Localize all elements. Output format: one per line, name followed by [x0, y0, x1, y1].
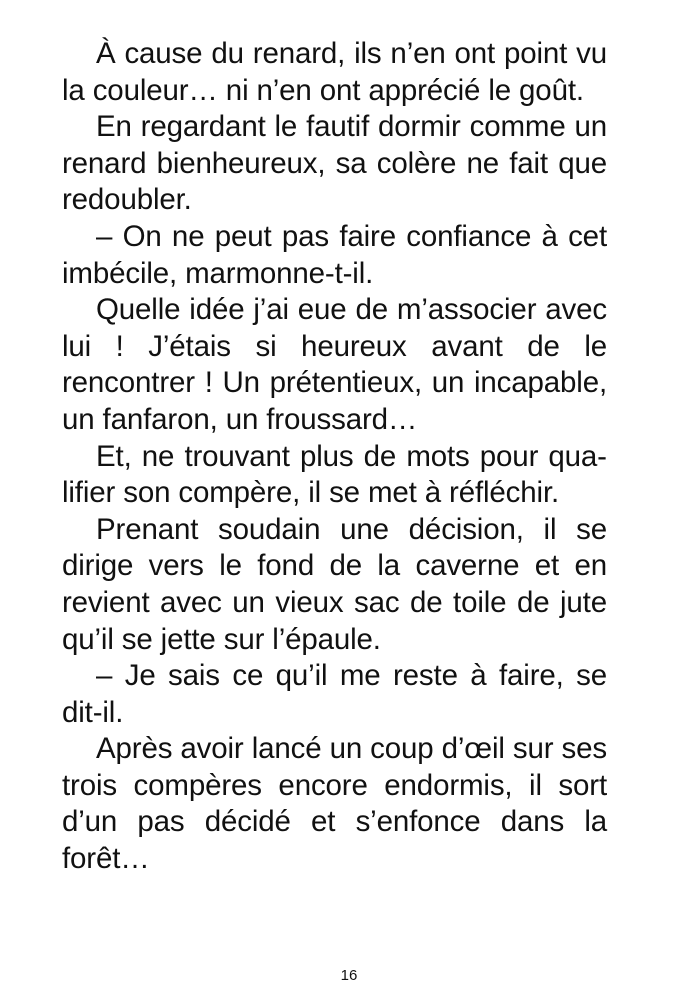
paragraph-8: Après avoir lancé un coup d’œil sur ses trois compères encore endormis, il sort d’un pas décidé et s’enfonce dans la forêt… [62, 732, 607, 876]
paragraph-4: Quelle idée j’ai eue de m’associer avec lui ! J’étais si heureux avant de le rencontrer ! Un prétentieux, un incapable, un fanfaron, un froussard… [62, 293, 607, 436]
paragraph-6: Prenant soudain une décision, il se dirige vers le fond de la caverne et en revient avec un vieux sac de toile de jute qu’il se jette sur l’épaule. [62, 512, 607, 656]
page-body [62, 36, 607, 878]
paragraph-3-dialogue: – On ne peut pas faire confiance à cet imbécile, marmonne-t-il. [62, 219, 607, 290]
page-number: 16 [340, 967, 358, 984]
paragraph-5: Et, ne trouvant plus de mots pour qualifier son compère, il se met à réfléchir. [62, 439, 607, 510]
paragraph-7-dialogue: – Je sais ce qu’il me reste à faire, se dit-il. [62, 659, 607, 729]
paragraph-1: À cause du renard, ils n’en ont point vu la couleur… ni n’en ont apprécié le goût. [62, 37, 607, 107]
paragraph-2: En regardant le fautif dormir comme un renard bienheureux, sa colère ne fait que redoubler. [62, 110, 607, 217]
